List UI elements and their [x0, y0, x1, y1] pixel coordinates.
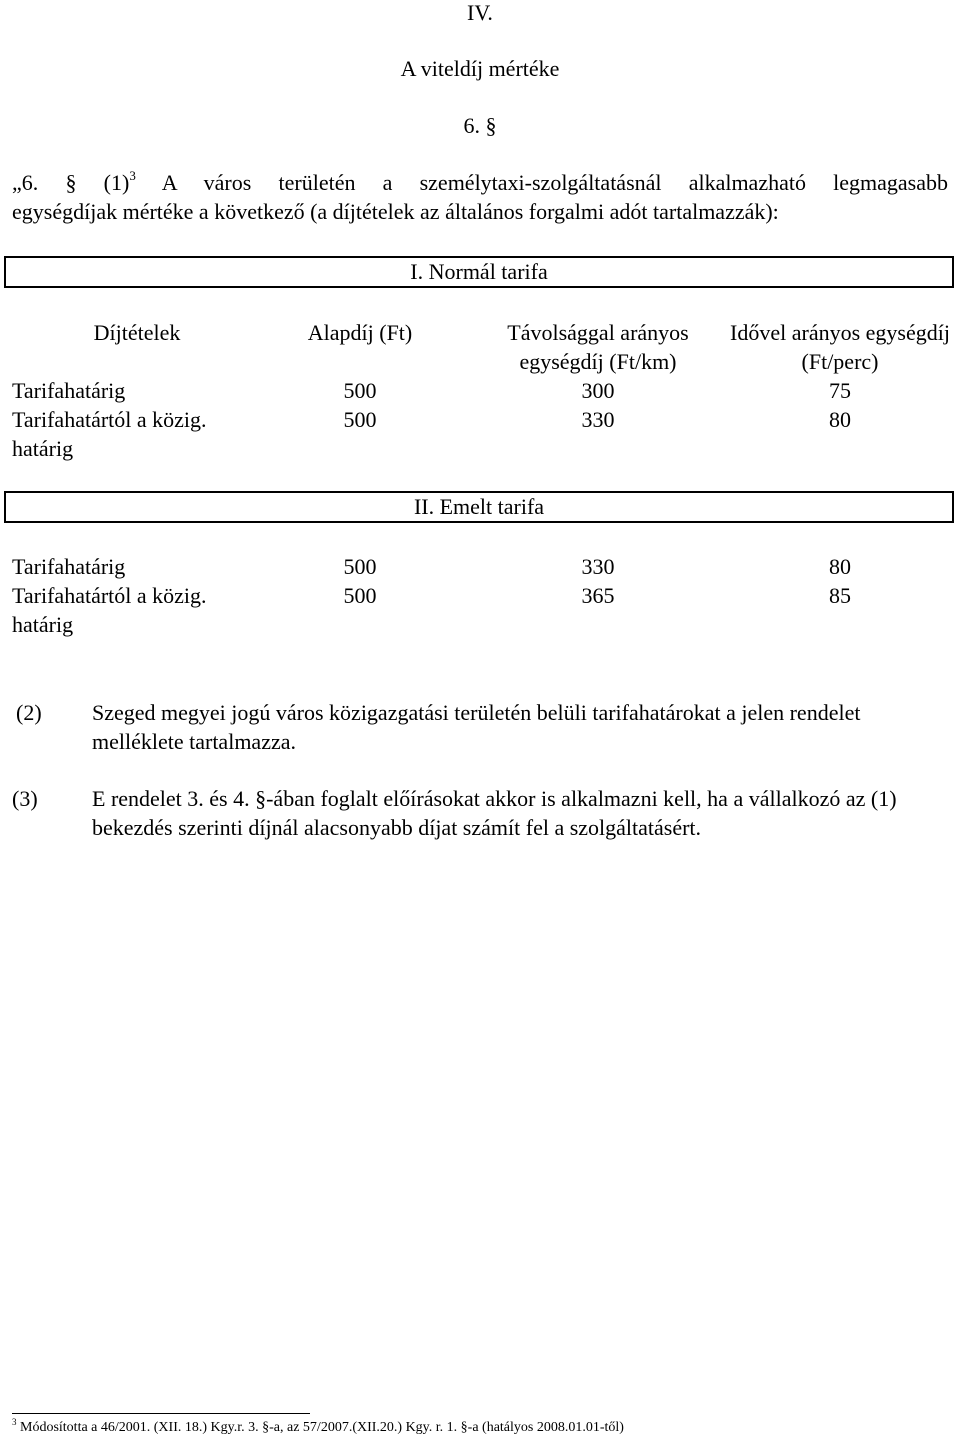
table-row-label: Tarifahatártól a közig. határig [12, 407, 207, 461]
header-distance-fee: Távolsággal arányos egységdíj (Ft/km) [507, 320, 689, 374]
table-cell-time: 85 [829, 583, 851, 608]
table-cell-distance: 330 [581, 554, 615, 579]
footnote-text: Módosította a 46/2001. (XII. 18.) Kgy.r. 3. §-a, az 57/2007.(XII.20.) Kgy. r. 1. §-a (hatályos 2008.01.01-től) [16, 1420, 624, 1435]
intro-text: A város területén a személytaxi-szolgáltatásnál alkalmazható legmagasabb [135, 170, 949, 195]
table-cell-distance: 330 [581, 407, 615, 432]
intro-prefix: „6. § (1) [12, 170, 130, 195]
table-cell-time: 80 [829, 554, 851, 579]
table-cell-time: 80 [829, 407, 851, 432]
footnote-marker: 3 [12, 1417, 17, 1427]
table-cell-distance: 365 [581, 583, 615, 608]
table-cell-distance: 300 [581, 378, 615, 403]
raised-tariff-title: II. Emelt tarifa [4, 491, 954, 523]
paragraph-number: (3) [12, 786, 38, 811]
paragraph-text: E rendelet 3. és 4. §-ában foglalt előírásokat akkor is alkalmazni kell, ha a vállalkozó az (1) bekezdés szerinti díjnál alacsonyabb díjat számít fel a szolgáltatásért. [92, 786, 897, 840]
header-time-fee: Idővel arányos egységdíj (Ft/perc) [730, 320, 950, 374]
table-cell-base: 500 [343, 378, 377, 403]
table-row-label: Tarifahatárig [12, 378, 126, 403]
normal-tariff-title: I. Normál tarifa [4, 256, 954, 288]
table-row-label: Tarifahatártól a közig. határig [12, 583, 207, 637]
chapter-heading: IV. [467, 0, 493, 25]
header-fee-items: Díjtételek [93, 320, 181, 345]
header-base-fee: Alapdíj (Ft) [307, 320, 413, 345]
table-cell-base: 500 [343, 407, 377, 432]
footnote-divider [12, 1413, 310, 1414]
section-number: 6. § [463, 113, 497, 138]
table-cell-base: 500 [343, 554, 377, 579]
paragraph-text: Szeged megyei jogú város közigazgatási területén belüli tarifahatárokat a jelen rendelet melléklete tartalmazza. [92, 700, 861, 754]
intro-line-1 [12, 170, 948, 196]
footnote [12, 1417, 624, 1436]
paragraph-number: (2) [16, 700, 42, 725]
intro-line-2: egységdíjak mértéke a következő (a díjtételek az általános forgalmi adót tartalmazzák): [12, 199, 779, 224]
chapter-title: A viteldíj mértéke [400, 56, 560, 81]
table-cell-time: 75 [829, 378, 851, 403]
footnote-reference: 3 [129, 168, 136, 183]
table-row-label: Tarifahatárig [12, 554, 126, 579]
table-cell-base: 500 [343, 583, 377, 608]
